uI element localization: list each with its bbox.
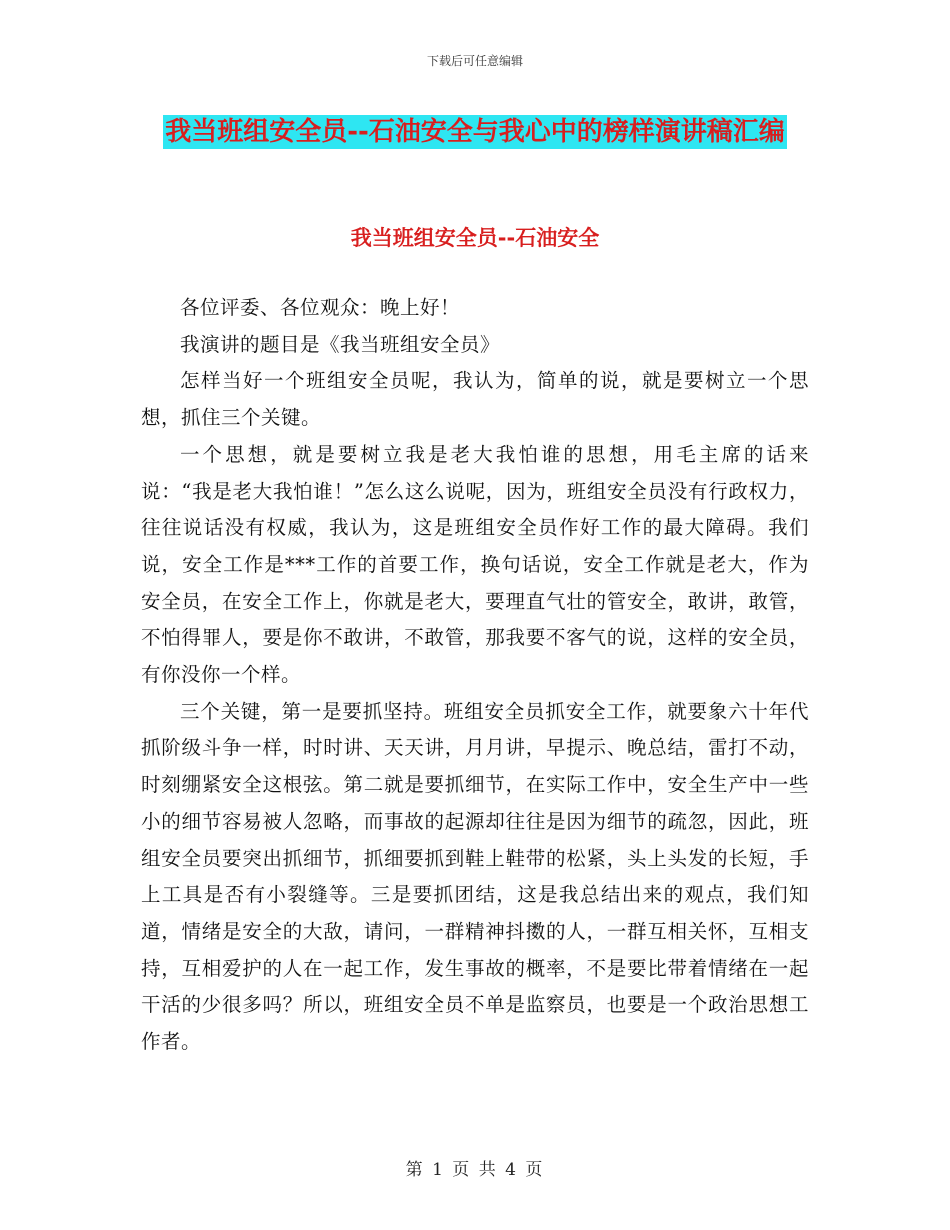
page-header: 下载后可任意编辑 [426,54,523,68]
paragraph-three-keys: 三个关键，第一是要抓坚持。班组安全员抓安全工作，就要象六十年代抓阶级斗争一样，时时讲、天天讲，月月讲，早提示、晚总结，雷打不动，时刻绷紧安全这根弦。第二就是要抓细节，在实际工作中，安全生产中一些小的细节容易被人忽略，而事故的起源却往往是因为细节的疏忽，因此，班组安全员要突出抓细节，抓细要抓到鞋上鞋带的松紧，头上头发的长短，手上工具是否有小裂缝等。三是要抓团结，这是我总结出来的观点，我们知道，情绪是安全的大敌，请问，一群精神抖擞的人，一群互相关怀，互相支持，互相爱护的人在一起工作，发生事故的概率，不是要比带着情绪在一起干活的少很多吗？所以，班组安全员不单是监察员，也要是一个政治思想工作者。 [141,699,809,1054]
section-title: 我当班组安全员--石油安全 [350,226,600,250]
paragraph-greeting: 各位评委、各位观众：晚上好！ [180,296,461,319]
page-number: 第 1 页 共 4 页 [405,1160,545,1180]
document-title-text: 我当班组安全员--石油安全与我心中的榜样演讲稿汇编 [165,117,785,147]
document-title [140,110,810,154]
paragraph-intro: 怎样当好一个班组安全员呢，我认为，简单的说，就是要树立一个思想，抓住三个关键。 [141,369,809,430]
document-body [141,290,809,1061]
paragraph-one-idea: 一个思想，就是要树立我是老大我怕谁的思想，用毛主席的话来说：“我是老大我怕谁！”怎么这么说呢，因为，班组安全员没有行政权力，往往说话没有权威，我认为，这是班组安全员作好工作的最大障碍。我们说，安全工作是***工作的首要工作，换句话说，安全工作就是老大，作为安全员，在安全工作上，你就是老大，要理直气壮的管安全，敢讲，敢管，不怕得罪人，要是你不敢讲，不敢管，那我要不客气的说，这样的安全员，有你没你一个样。 [141,442,809,687]
paragraph-topic: 我演讲的题目是《我当班组安全员》 [180,332,501,356]
